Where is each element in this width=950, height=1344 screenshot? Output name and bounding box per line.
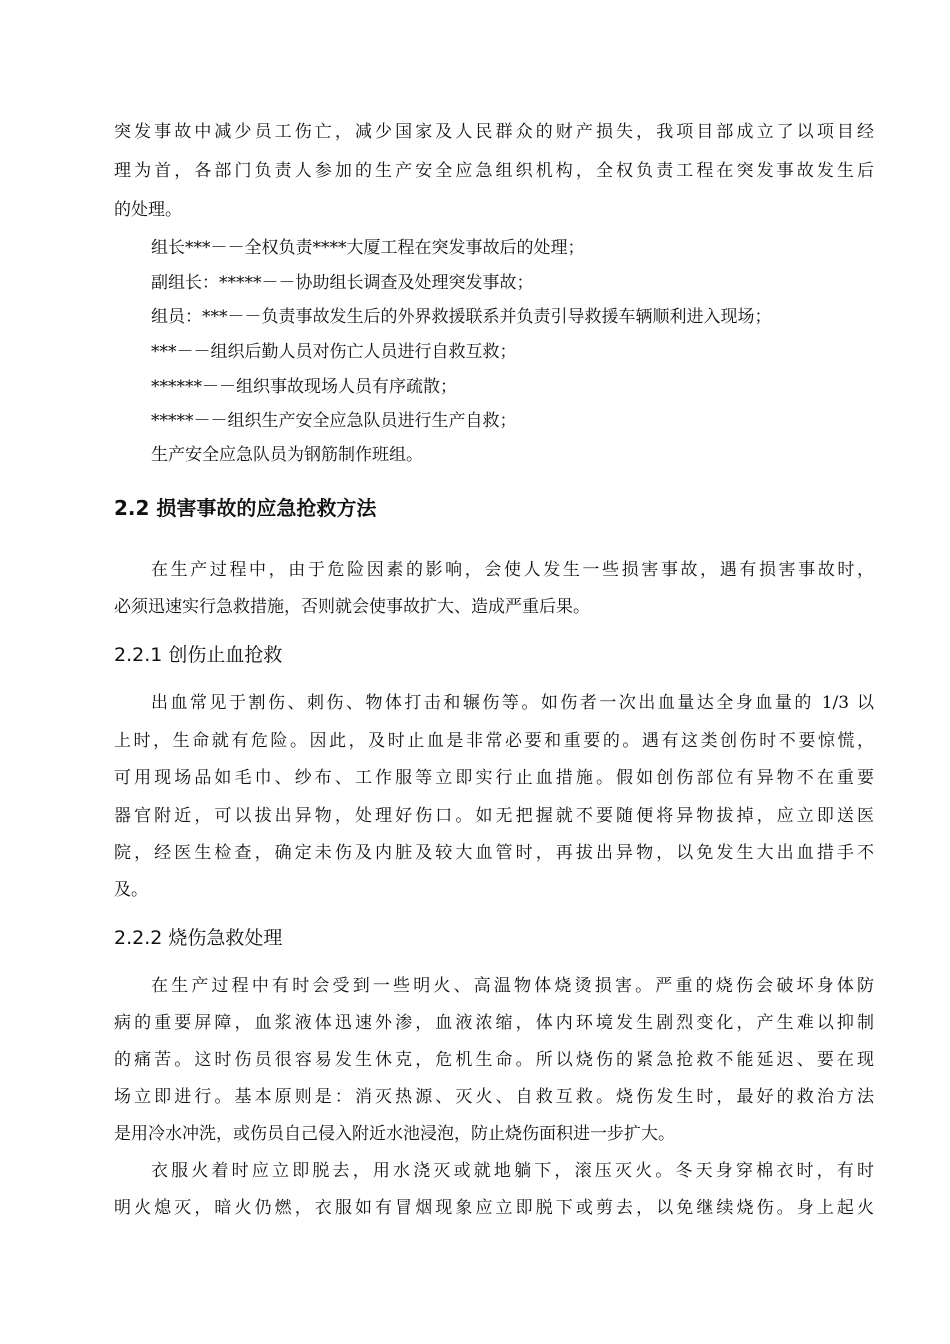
intro-line-1: 突发事故中减少员工伤亡，减少国家及人民群众的财产损失，我项目部成立了以项目经 (114, 122, 874, 142)
section-heading-2-2: 2.2 损害事故的应急抢救方法 (114, 496, 377, 520)
section-2-2-1-line-3: 可用现场品如毛巾、纱布、工作服等立即实行止血措施。假如创伤部位有异物不在重要 (114, 768, 874, 788)
org-emergency-team: 生产安全应急队员为钢筋制作班组。 (151, 445, 423, 465)
section-heading-2-2-1: 2.2.1 创伤止血抢救 (114, 644, 283, 666)
section-2-2-line-2: 必须迅速实行急救措施，否则就会使事故扩大、造成严重后果。 (114, 597, 590, 617)
section-2-2-2-p1-line-4: 场立即进行。基本原则是：消灭热源、灭火、自救互救。烧伤发生时，最好的救治方法 (114, 1087, 874, 1107)
org-member-self-rescue: *****－－组织生产安全应急队员进行生产自救； (151, 411, 517, 431)
section-heading-2-2-2: 2.2.2 烧伤急救处理 (114, 927, 283, 949)
section-2-2-2-p1-line-5: 是用冷水冲洗，或伤员自己侵入附近水池浸泡，防止烧伤面积进一步扩大。 (114, 1124, 675, 1144)
section-2-2-2-p2-line-1: 衣服火着时应立即脱去，用水浇灭或就地躺下，滚压灭火。冬天身穿棉衣时，有时 (151, 1161, 874, 1181)
section-2-2-2-p2-line-2: 明火熄灭，暗火仍燃，衣服如有冒烟现象应立即脱下或剪去，以免继续烧伤。身上起火 (114, 1198, 874, 1218)
section-2-2-1-line-6: 及。 (114, 880, 148, 900)
section-2-2-1-line-1: 出血常见于割伤、刺伤、物体打击和辗伤等。如伤者一次出血量达全身血量的 1/3 以 (151, 693, 874, 713)
section-2-2-2-p1-line-3: 的痛苦。这时伤员很容易发生休克，危机生命。所以烧伤的紧急抢救不能延迟、要在现 (114, 1050, 874, 1070)
section-2-2-2-p1-line-1: 在生产过程中有时会受到一些明火、高温物体烧烫损害。严重的烧伤会破坏身体防 (151, 976, 874, 996)
intro-line-3: 的处理。 (114, 200, 182, 220)
org-deputy-leader: 副组长：*****－－协助组长调查及处理突发事故； (151, 273, 534, 293)
section-2-2-1-line-2: 上时，生命就有危险。因此，及时止血是非常必要和重要的。遇有这类创伤时不要惊慌， (114, 731, 874, 751)
org-member-logistics: ***－－组织后勤人员对伤亡人员进行自救互救； (151, 342, 517, 362)
section-2-2-2-p1-line-2: 病的重要屏障，血浆液体迅速外渗，血液浓缩，体内环境发生剧烈变化，产生难以抑制 (114, 1013, 874, 1033)
intro-line-2: 理为首，各部门负责人参加的生产安全应急组织机构，全权负责工程在突发事故发生后 (114, 161, 874, 181)
section-2-2-1-line-5: 院，经医生检查，确定未伤及内脏及较大血管时，再拔出异物，以免发生大出血措手不 (114, 843, 874, 863)
section-2-2-1-line-4: 器官附近，可以拔出异物，处理好伤口。如无把握就不要随便将异物拔掉，应立即送医 (114, 806, 874, 826)
org-member-evacuation: ******－－组织事故现场人员有序疏散； (151, 377, 457, 397)
org-member: 组员：***－－负责事故发生后的外界救援联系并负责引导救援车辆顺利进入现场； (151, 307, 772, 327)
section-2-2-line-1: 在生产过程中，由于危险因素的影响，会使人发生一些损害事故，遇有损害事故时， (151, 560, 874, 580)
org-leader: 组长***－－全权负责****大厦工程在突发事故后的处理； (151, 238, 585, 258)
